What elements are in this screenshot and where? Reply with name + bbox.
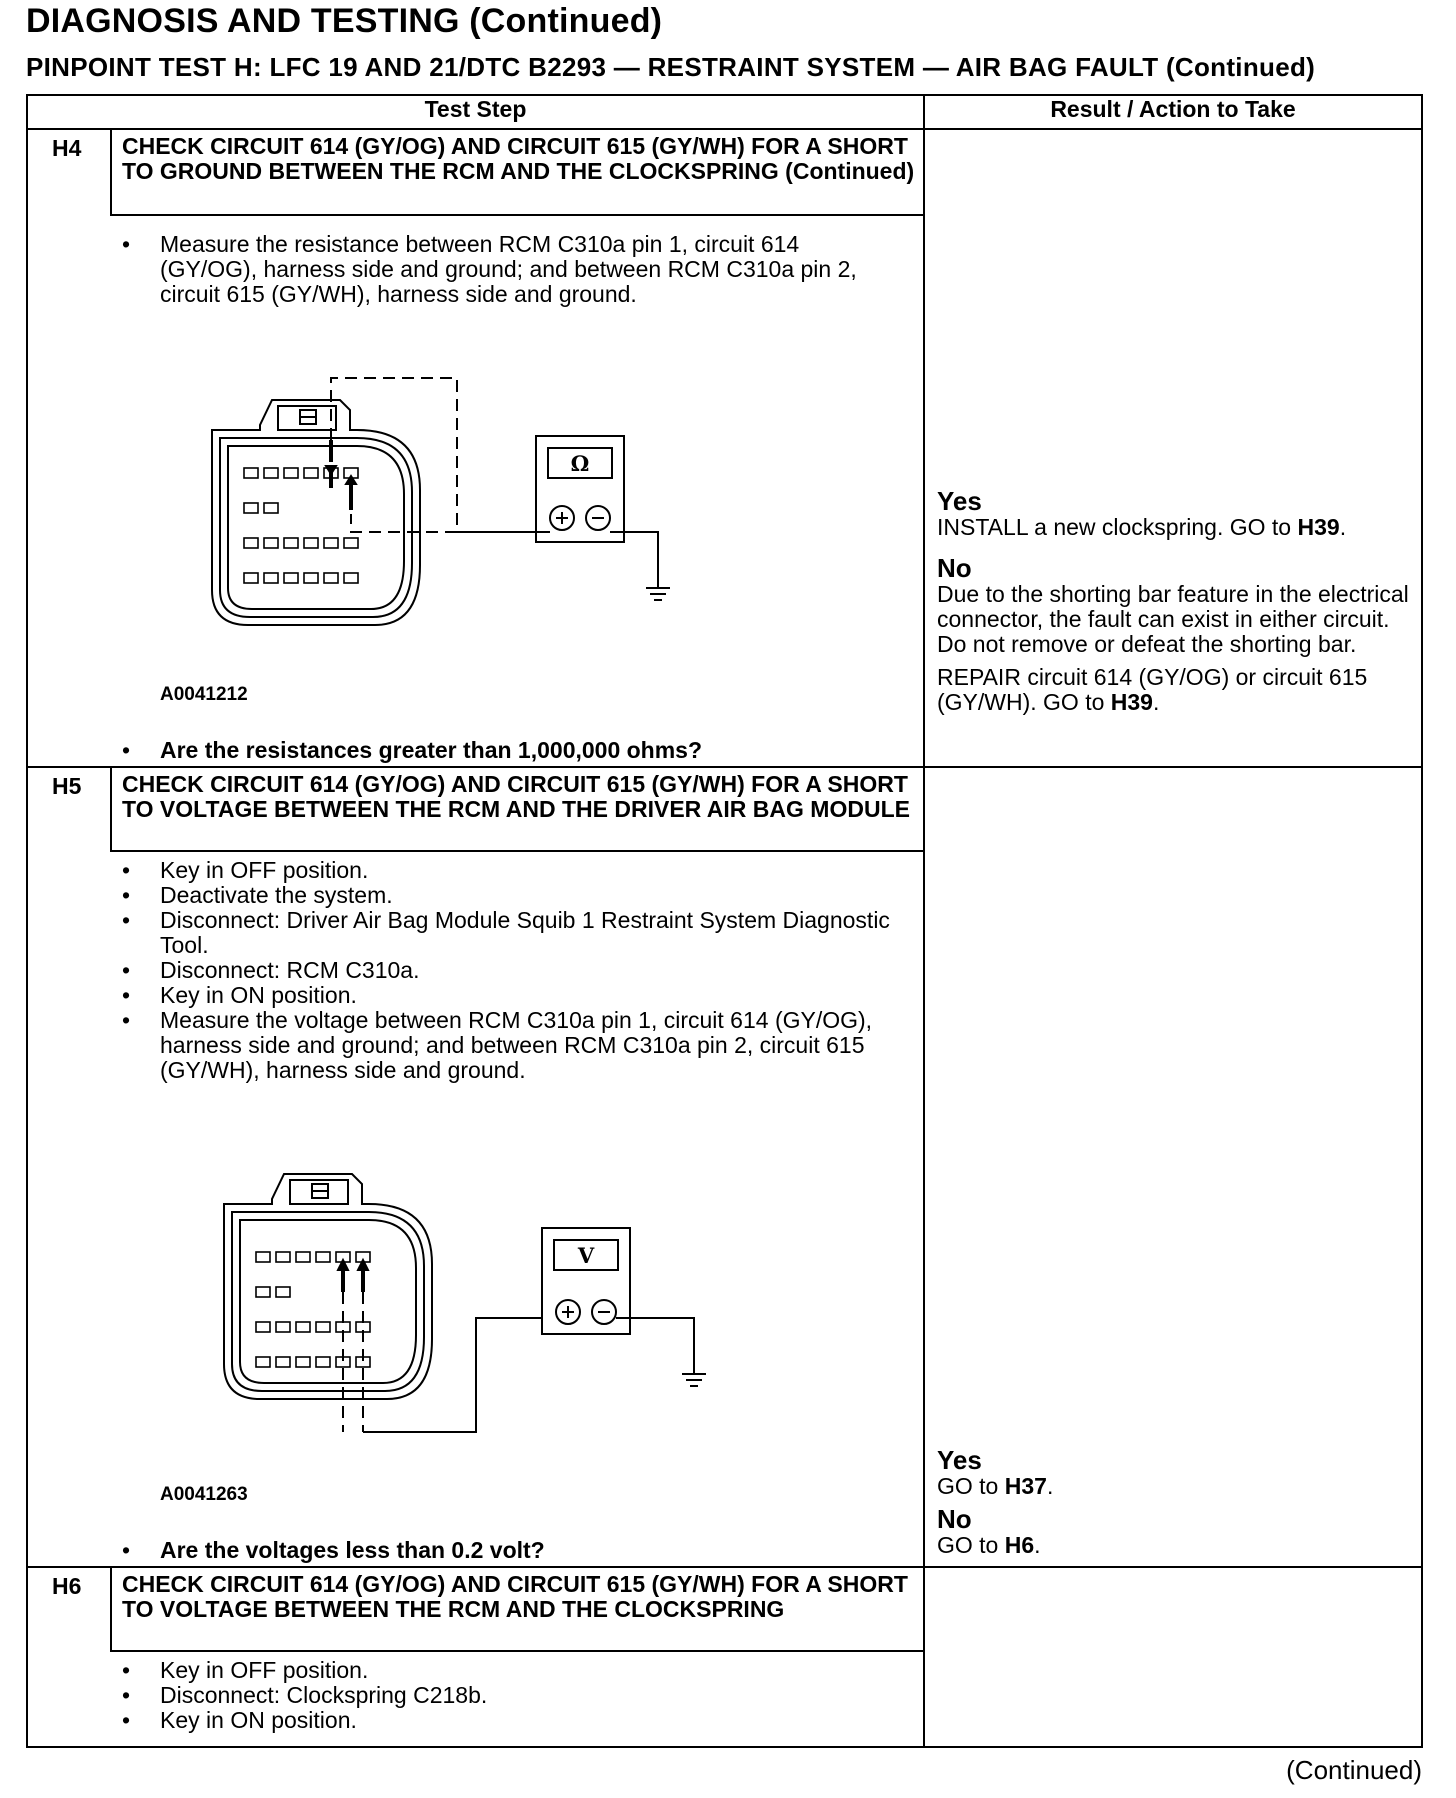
yes-action: INSTALL a new clockspring. GO to H39.	[937, 514, 1347, 540]
instruction-item: • Key in ON position.	[122, 983, 902, 1008]
question-h5: • Are the voltages less than 0.2 volt?	[122, 1537, 545, 1564]
no-explanation: Due to the shorting bar feature in the electrical connector, the fault can exist in either circuit. Do not remove or defeat the shorting bar.	[937, 581, 1409, 657]
continued-footer: (Continued)	[1286, 1755, 1422, 1785]
row-divider	[26, 1566, 1423, 1568]
step-title-h5: CHECK CIRCUIT 614 (GY/OG) AND CIRCUIT 615 (GY/WH) FOR A SHORT TO VOLTAGE BETWEEN THE RCM AND THE DRIVER AIR BAG MODULE	[122, 771, 910, 822]
yes-label: Yes	[937, 486, 982, 516]
column-header-test-step: Test Step	[424, 96, 527, 122]
yes-label: Yes	[937, 1445, 982, 1475]
step-instructions-h5	[122, 858, 902, 1083]
instruction-item: • Measure the resistance between RCM C310a pin 1, circuit 614 (GY/OG), harness side and ground; and between RCM C310a pin 2, circuit 615 (GY/WH), harness side and ground.	[122, 232, 902, 307]
row-divider	[110, 1650, 923, 1652]
instruction-item: • Deactivate the system.	[122, 883, 902, 908]
yes-action: GO to H37.	[937, 1473, 1054, 1499]
instruction-item: • Measure the voltage between RCM C310a pin 1, circuit 614 (GY/OG), harness side and ground; and between RCM C310a pin 2, circuit 615 (GY/WH), harness side and ground.	[122, 1008, 902, 1083]
step-reference[interactable]: H6	[1004, 1532, 1035, 1558]
instruction-item: • Key in OFF position.	[122, 858, 902, 883]
test-leads	[338, 1260, 542, 1432]
step-id-h5: H5	[52, 773, 82, 799]
pinpoint-test-subtitle: PINPOINT TEST H: LFC 19 AND 21/DTC B2293 — RESTRAINT SYSTEM — AIR BAG FAULT (Continued)	[26, 52, 1316, 82]
ohmmeter	[536, 436, 624, 542]
rcm-connector	[212, 400, 420, 625]
row-divider	[110, 850, 923, 852]
meter-symbol: V	[577, 1243, 595, 1268]
instruction-item: • Disconnect: Clockspring C218b.	[122, 1683, 902, 1708]
no-action: GO to H6.	[937, 1532, 1041, 1558]
rcm-connector	[224, 1174, 432, 1399]
instruction-item: • Disconnect: RCM C310a.	[122, 958, 902, 983]
figure-code-h4: A0041212	[160, 684, 248, 705]
instruction-item: • Key in OFF position.	[122, 1658, 902, 1683]
row-divider	[26, 128, 1423, 130]
result-h4	[937, 487, 1417, 715]
column-divider	[923, 94, 925, 1748]
step-reference[interactable]: H37	[1004, 1473, 1047, 1499]
no-action: REPAIR circuit 614 (GY/OG) or circuit 615 (GY/WH). GO to H39.	[937, 664, 1368, 715]
instruction-item: • Disconnect: Driver Air Bag Module Squib 1 Restraint System Diagnostic Tool.	[122, 908, 902, 958]
step-instructions-h4	[122, 232, 902, 307]
step-id-divider	[110, 766, 112, 852]
test-leads	[326, 378, 472, 532]
step-reference[interactable]: H39	[1110, 689, 1153, 715]
no-label: No	[937, 1504, 972, 1534]
page-title: DIAGNOSIS AND TESTING (Continued)	[26, 2, 663, 40]
step-title-h6: CHECK CIRCUIT 614 (GY/OG) AND CIRCUIT 615 (GY/WH) FOR A SHORT TO VOLTAGE BETWEEN THE RCM AND THE CLOCKSPRING	[122, 1571, 908, 1622]
question-h4: • Are the resistances greater than 1,000,000 ohms?	[122, 737, 702, 764]
step-id-divider	[110, 128, 112, 216]
step-id-h4: H4	[52, 135, 82, 161]
row-divider	[26, 766, 1423, 768]
figure-code-h5: A0041263	[160, 1484, 248, 1505]
result-h5	[937, 1446, 1417, 1558]
step-instructions-h6	[122, 1658, 902, 1733]
no-label: No	[937, 553, 972, 583]
resistance-test-diagram	[200, 370, 720, 630]
column-header-result: Result / Action to Take	[1050, 96, 1296, 122]
step-id-h6: H6	[52, 1573, 82, 1599]
step-reference[interactable]: H39	[1297, 514, 1340, 540]
row-divider	[110, 214, 923, 216]
step-title-h4: CHECK CIRCUIT 614 (GY/OG) AND CIRCUIT 615 (GY/WH) FOR A SHORT TO GROUND BETWEEN THE RCM AND THE CLOCKSPRING (Continued)	[122, 133, 915, 184]
voltage-test-diagram	[206, 1170, 726, 1440]
instruction-item: • Key in ON position.	[122, 1708, 902, 1733]
step-id-divider	[110, 1566, 112, 1652]
meter-symbol: Ω	[570, 451, 590, 476]
